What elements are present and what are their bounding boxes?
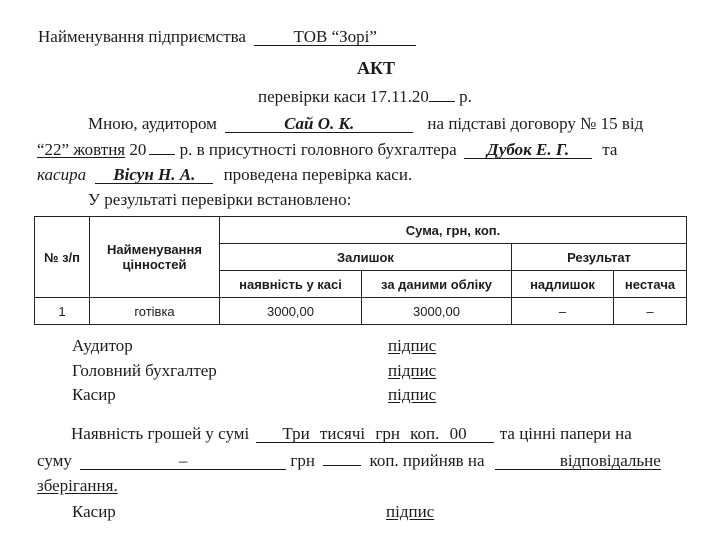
receipt-text: суму — [37, 451, 72, 470]
row-books: 3000,00 — [362, 298, 512, 325]
header-books: за даними обліку — [362, 271, 512, 298]
company-name: ТОВ “Зорі” — [254, 28, 416, 46]
para1-text: проведена перевірка каси. — [223, 165, 413, 184]
receipt-line2 — [37, 451, 661, 471]
signature-mark: підпис — [388, 385, 437, 404]
subtitle-prefix: перевірки каси 17.11.20 — [258, 87, 429, 106]
header-result: Результат — [512, 244, 687, 271]
para1-line1 — [88, 114, 643, 134]
table-row — [35, 298, 687, 325]
para1-text: на підставі договору № 15 від — [427, 114, 644, 133]
final-signature-mark: підпис — [386, 502, 435, 521]
kopecks-field — [323, 465, 361, 466]
para1-line3 — [37, 165, 412, 185]
header-cash: наявність у касі — [220, 271, 362, 298]
header-balance: Залишок — [220, 244, 512, 271]
row-cash: 3000,00 — [220, 298, 362, 325]
header-shortage: нестача — [614, 271, 687, 298]
auditor-name: Сай О. К. — [225, 115, 413, 133]
document-subtitle — [258, 87, 472, 107]
receipt-text: та цінні папери на — [499, 424, 632, 443]
row-name: готівка — [90, 298, 220, 325]
para1-text: та — [602, 140, 618, 159]
accountant-name: Дубок Е. Г. — [464, 141, 592, 159]
amount-in-words: Три тисячі грн коп. 00 — [256, 425, 494, 443]
para1-text: касира — [37, 165, 87, 184]
signature-role: Аудитор — [72, 336, 133, 355]
company-line — [38, 27, 416, 47]
para1-text: 20 — [129, 140, 147, 159]
receipt-text: Наявність грошей у сумі — [71, 424, 250, 443]
cash-table — [34, 216, 687, 325]
receipt-line3: зберігання. — [37, 476, 118, 495]
header-sum: Сума, грн, коп. — [220, 217, 687, 244]
header-num: № з/п — [35, 217, 90, 298]
signature-role: Головний бухгалтер — [72, 361, 217, 380]
custody-field: відповідальне — [495, 452, 661, 470]
para1-line2 — [37, 140, 617, 160]
para1-text: р. в присутності головного бухгалтера — [179, 140, 457, 159]
company-label: Найменування підприємства — [38, 27, 246, 46]
signature-role: Касир — [72, 385, 116, 404]
header-surplus: надлишок — [512, 271, 614, 298]
year-blank — [149, 154, 175, 155]
receipt-line1 — [71, 424, 632, 444]
row-surplus: – — [512, 298, 614, 325]
contract-date: “22” жовтня — [37, 140, 126, 159]
para1-line4: У результаті перевірки встановлено: — [88, 190, 352, 209]
signature-mark: підпис — [388, 336, 437, 355]
cashier-name: Вісун Н. А. — [95, 166, 213, 184]
year-blank — [429, 101, 455, 102]
row-shortage: – — [614, 298, 687, 325]
final-signature-role: Касир — [72, 502, 116, 521]
row-num: 1 — [35, 298, 90, 325]
para1-text: Мною, аудитором — [88, 114, 217, 133]
document-title: АКТ — [357, 58, 396, 78]
header-name: Найменування цінностей — [90, 217, 220, 298]
receipt-text: грн — [290, 451, 315, 470]
signature-mark: підпис — [388, 361, 437, 380]
subtitle-suffix: р. — [459, 87, 472, 106]
receipt-text: коп. прийняв на — [369, 451, 485, 470]
amount-field: – — [80, 452, 286, 470]
